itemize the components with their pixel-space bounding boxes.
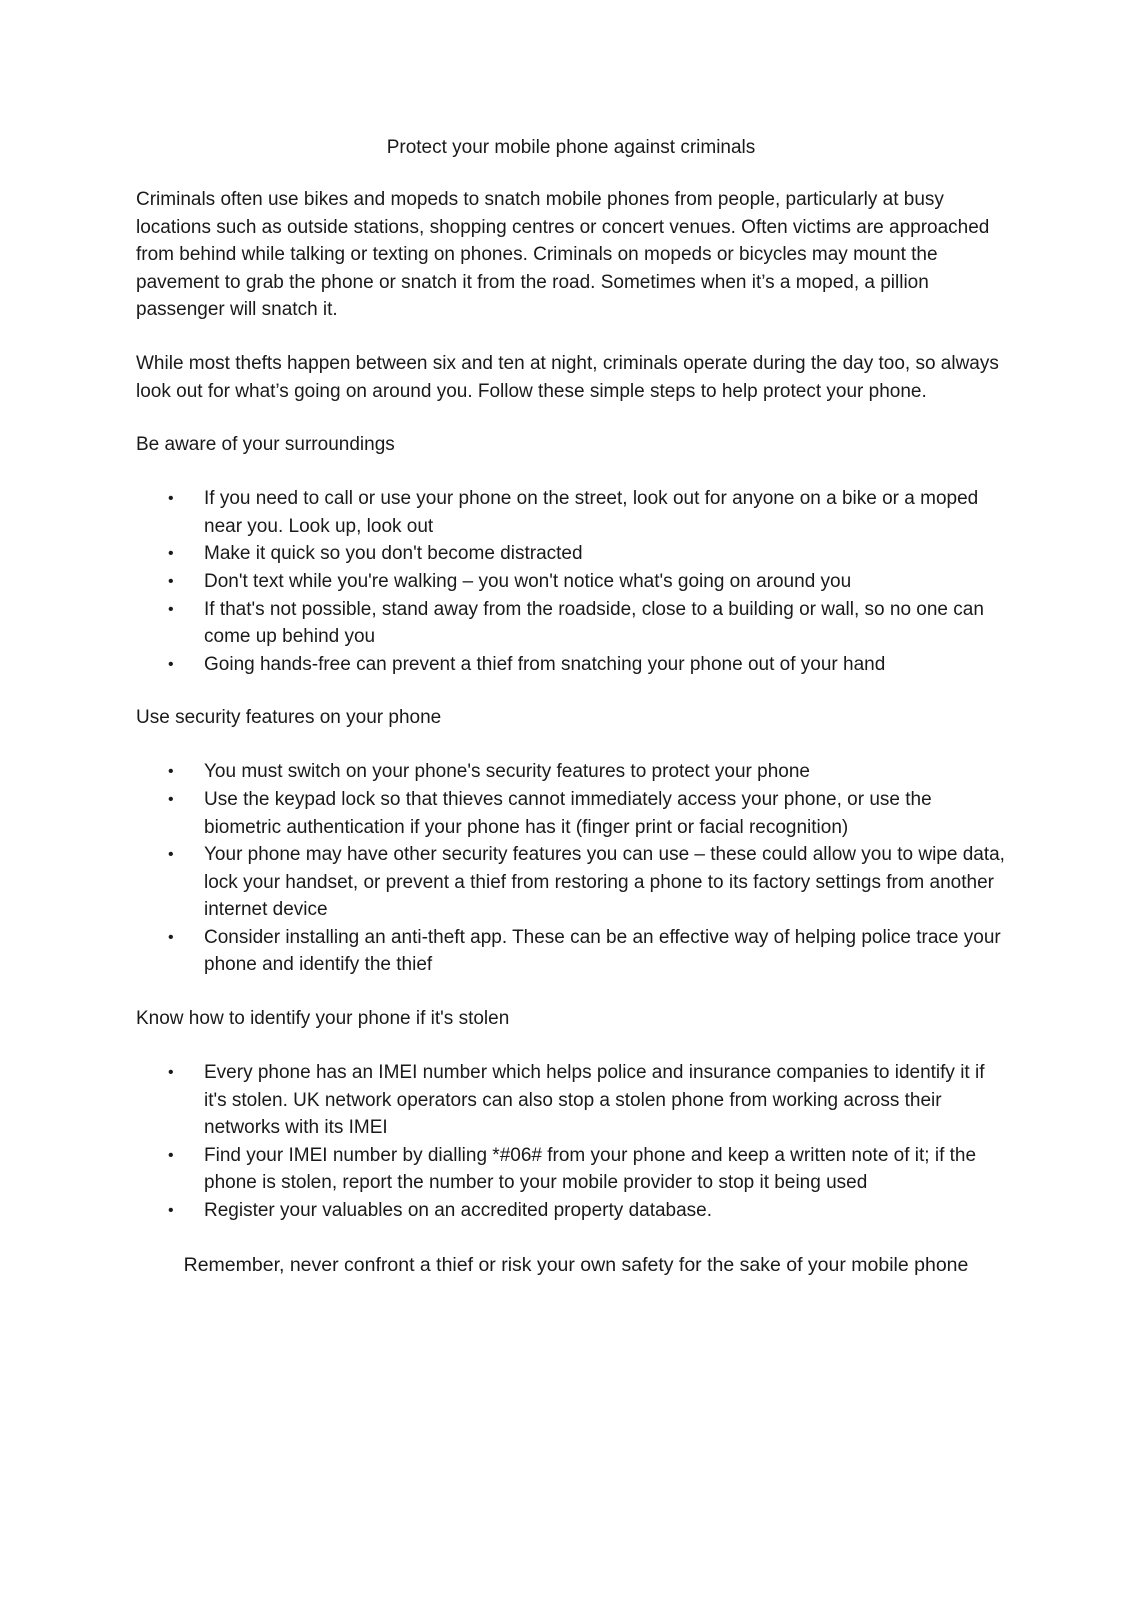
section-heading: Use security features on your phone <box>136 707 442 729</box>
list-item <box>136 786 1006 841</box>
list-item-text: Every phone has an IMEI number which helps police and insurance companies to identify it if it's stolen. UK network operators can also stop a stolen phone from working across their networks with its IMEI <box>204 1062 985 1139</box>
bullet-icon: • <box>168 928 174 946</box>
list-item-text: Make it quick so you don't become distracted <box>204 543 583 565</box>
list-item-text: If you need to call or use your phone on the street, look out for anyone on a bike or a moped near you. Look up, look out <box>204 488 979 537</box>
bullet-icon: • <box>168 490 174 508</box>
bullet-icon: • <box>168 655 174 673</box>
list-item <box>136 651 1006 679</box>
intro-paragraph: While most thefts happen between six and ten at night, criminals operate during the day too, so always look out for what’s going on around you. Follow these simple steps to help protect your phone. <box>136 352 999 402</box>
list-item-text: Register your valuables on an accredited property database. <box>204 1200 713 1222</box>
list-item <box>136 924 1006 979</box>
list-item <box>136 596 1006 651</box>
list-item <box>136 758 1006 786</box>
document-page <box>136 134 1006 1279</box>
bullet-icon: • <box>168 846 174 864</box>
list-item <box>136 841 1006 924</box>
bullet-icon: • <box>168 1064 174 1082</box>
intro-paragraph: Criminals often use bikes and mopeds to snatch mobile phones from people, particularly at busy locations such as outside stations, shopping centres or concert venues. Often victims are approached from behind while talking or texting on phones. Criminals on mopeds or bicycles may mount the pavement to grab the phone or snatch it from the road. Sometimes when it’s a moped, a pillion passenger will snatch it. <box>136 189 990 321</box>
bullet-icon: • <box>168 545 174 563</box>
list-item-text: Consider installing an anti-theft app. These can be an effective way of helping police trace your phone and identify the thief <box>204 926 1001 976</box>
list-item-text: Going hands-free can prevent a thief from snatching your phone out of your hand <box>204 653 886 675</box>
bullet-list <box>136 485 1006 678</box>
bullet-icon: • <box>168 790 174 808</box>
list-item-text: Find your IMEI number by dialling *#06# from your phone and keep a written note of it; if the phone is stolen, report the number to your mobile provider to stop it being used <box>204 1144 977 1194</box>
list-item <box>136 485 1006 540</box>
bullet-list <box>136 758 1006 979</box>
list-item <box>136 1059 1006 1142</box>
closing-statement: Remember, never confront a thief or risk your own safety for the sake of your mobile phone <box>183 1253 969 1276</box>
bullet-icon: • <box>168 1146 174 1164</box>
bullet-icon: • <box>168 600 174 618</box>
bullet-icon: • <box>168 572 174 590</box>
list-item <box>136 1142 1006 1197</box>
list-item-text: You must switch on your phone's security features to protect your phone <box>204 761 810 783</box>
document-title: Protect your mobile phone against criminals <box>386 137 756 158</box>
list-item-text: Your phone may have other security features you can use – these could allow you to wipe data, lock your handset, or prevent a thief from restoring a phone to its factory settings from another internet device <box>204 844 1005 921</box>
bullet-list <box>136 1059 1006 1225</box>
list-item-text: Don't text while you're walking – you won't notice what's going on around you <box>204 570 852 592</box>
list-item <box>136 540 1006 568</box>
section-heading: Be aware of your surroundings <box>136 434 395 456</box>
list-item <box>136 568 1006 596</box>
bullet-icon: • <box>168 763 174 781</box>
list-item-text: Use the keypad lock so that thieves cannot immediately access your phone, or use the biometric authentication if your phone has it (finger print or facial recognition) <box>204 788 932 838</box>
list-item <box>136 1197 1006 1225</box>
bullet-icon: • <box>168 1202 174 1220</box>
list-item-text: If that's not possible, stand away from the roadside, close to a building or wall, so no one can come up behind you <box>204 598 984 648</box>
section-heading: Know how to identify your phone if it's stolen <box>136 1008 510 1030</box>
